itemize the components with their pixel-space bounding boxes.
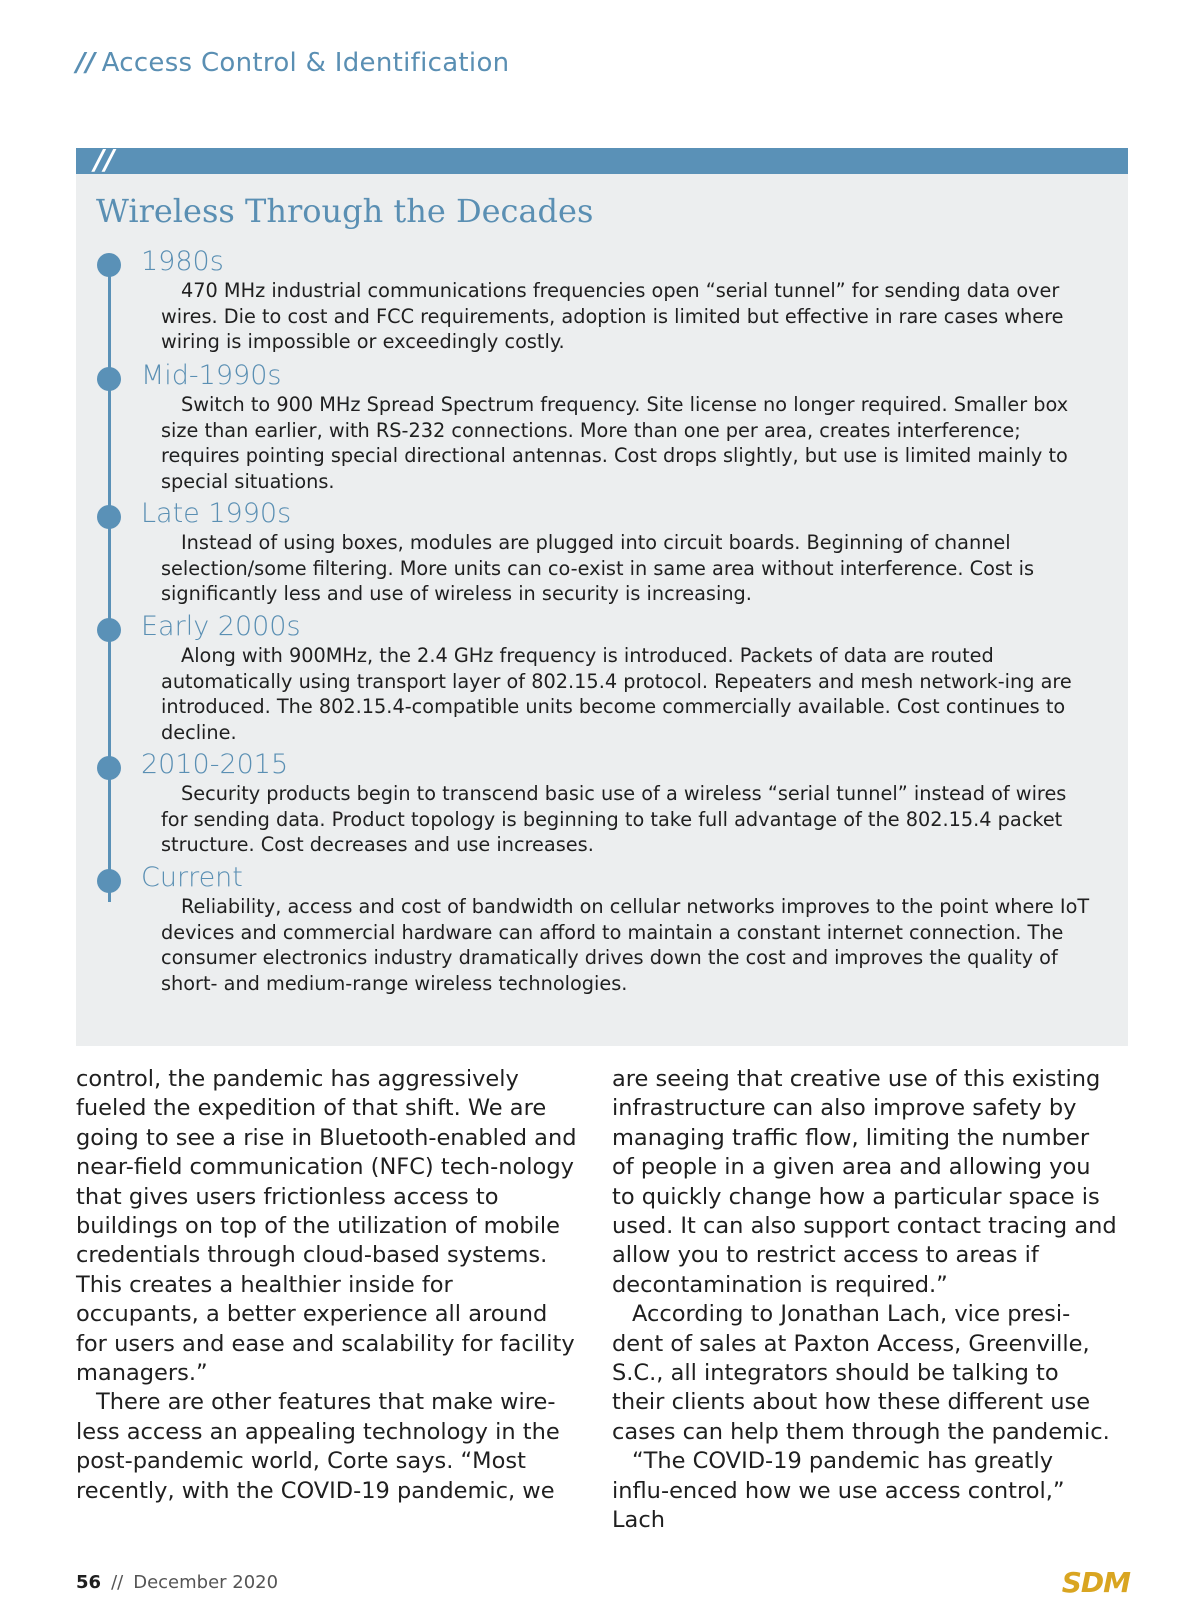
- section-header: [76, 48, 509, 78]
- timeline-era: Mid-1990s: [141, 360, 282, 391]
- article-paragraph: are seeing that creative use of this existing infrastructure can also improve safety by managing traffic flow, limiting the number of people in a given area and allowing you to quickly change how a particular space is used. It can also support contact tracing and allow you to restrict access to areas if decontamination is required.”: [612, 1066, 1117, 1298]
- article-column-right: [612, 1065, 1117, 1536]
- article-paragraph: According to Jonathan Lach, vice presi-dent of sales at Paxton Access, Greenville, S.C., all integrators should be talking to their clients about how these different use cases can help them through the pandemic.: [612, 1301, 1110, 1445]
- timeline-entry: [76, 360, 1128, 498]
- sidebar-slash-mark: //: [94, 143, 115, 176]
- timeline-dot-icon: [97, 367, 121, 391]
- sidebar-top-bar: [76, 143, 1128, 176]
- timeline-entry: [76, 498, 1128, 611]
- timeline-entry: [76, 246, 1128, 360]
- article-paragraph: There are other features that make wire-less access an appealing technology in the post-pandemic world, Corte says. “Most recently, with the COVID-19 pandemic, we: [76, 1389, 560, 1504]
- timeline-dot-icon: [97, 869, 121, 893]
- article-paragraph: control, the pandemic has aggressively fueled the expedition of that shift. We are going to see a rise in Bluetooth-enabled and near-field communication (NFC) tech-nology that gives users frictionless access to buildings on top of the utilization of mobile credentials through cloud-based systems. This creates a healthier inside for occupants, a better experience all around for users and ease and scalability for facility managers.”: [76, 1066, 577, 1387]
- timeline-era: Early 2000s: [141, 611, 301, 642]
- timeline-dot-icon: [97, 618, 121, 642]
- header-slashes: //: [76, 48, 96, 78]
- timeline-entry: [76, 749, 1128, 862]
- timeline-era: Late 1990s: [141, 498, 292, 529]
- timeline-description: Instead of using boxes, modules are plugged into circuit boards. Beginning of channel selection/some filtering. More units can co-exist in same area without interference. Cost is significantly less and use of wireless in security is increasing.: [161, 531, 1035, 606]
- timeline-description: 470 MHz industrial communications frequencies open “serial tunnel” for sending data over wires. Die to cost and FCC requirements, adoption is limited but effective in rare cases where wiring is impossible or exceedingly costly.: [161, 279, 1064, 354]
- timeline-dot-icon: [97, 505, 121, 529]
- timeline-description: Switch to 900 MHz Spread Spectrum frequency. Site license no longer required. Smaller box size than earlier, with RS-232 connections. More than one per area, creates interference; requires pointing special directional antennas. Cost drops slightly, but use is limited mainly to special situations.: [161, 393, 1069, 493]
- article-paragraph: “The COVID-19 pandemic has greatly influ-enced how we use access control,” Lach: [612, 1448, 1065, 1534]
- timeline-era: 2010-2015: [141, 749, 289, 780]
- sdm-logo: SDM: [1061, 1566, 1130, 1599]
- timeline: [76, 246, 1128, 1002]
- timeline-description: Security products begin to transcend basic use of a wireless “serial tunnel” instead of wires for sending data. Product topology is beginning to take full advantage of the 802.15.4 packet structure. Cost decreases and use increases.: [161, 782, 1067, 857]
- sidebar-title: Wireless Through the Decades: [96, 192, 594, 230]
- footer-separator: //: [111, 1572, 124, 1593]
- issue-date: December 2020: [133, 1572, 279, 1593]
- timeline-era: 1980s: [141, 246, 224, 277]
- page-footer: [76, 1572, 278, 1593]
- sidebar-box: [76, 143, 1128, 1046]
- page-number: 56: [76, 1572, 102, 1593]
- timeline-entry: [76, 611, 1128, 749]
- timeline-description: Along with 900MHz, the 2.4 GHz frequency is introduced. Packets of data are routed automatically using transport layer of 802.15.4 protocol. Repeaters and mesh network-ing are introduced. The 802.15.4-compatible units become commercially available. Cost continues to decline.: [161, 644, 1072, 744]
- timeline-dot-icon: [97, 253, 121, 277]
- timeline-era: Current: [141, 862, 243, 893]
- timeline-dot-icon: [97, 756, 121, 780]
- timeline-entry: [76, 862, 1128, 1002]
- timeline-description: Reliability, access and cost of bandwidth on cellular networks improves to the point where IoT devices and commercial hardware can afford to maintain a constant internet connection. The consumer electronics industry dramatically drives down the cost and improves the quality of short- and medium-range wireless technologies.: [161, 895, 1090, 995]
- article-column-left: [76, 1065, 581, 1506]
- section-title: Access Control & Identification: [101, 48, 510, 78]
